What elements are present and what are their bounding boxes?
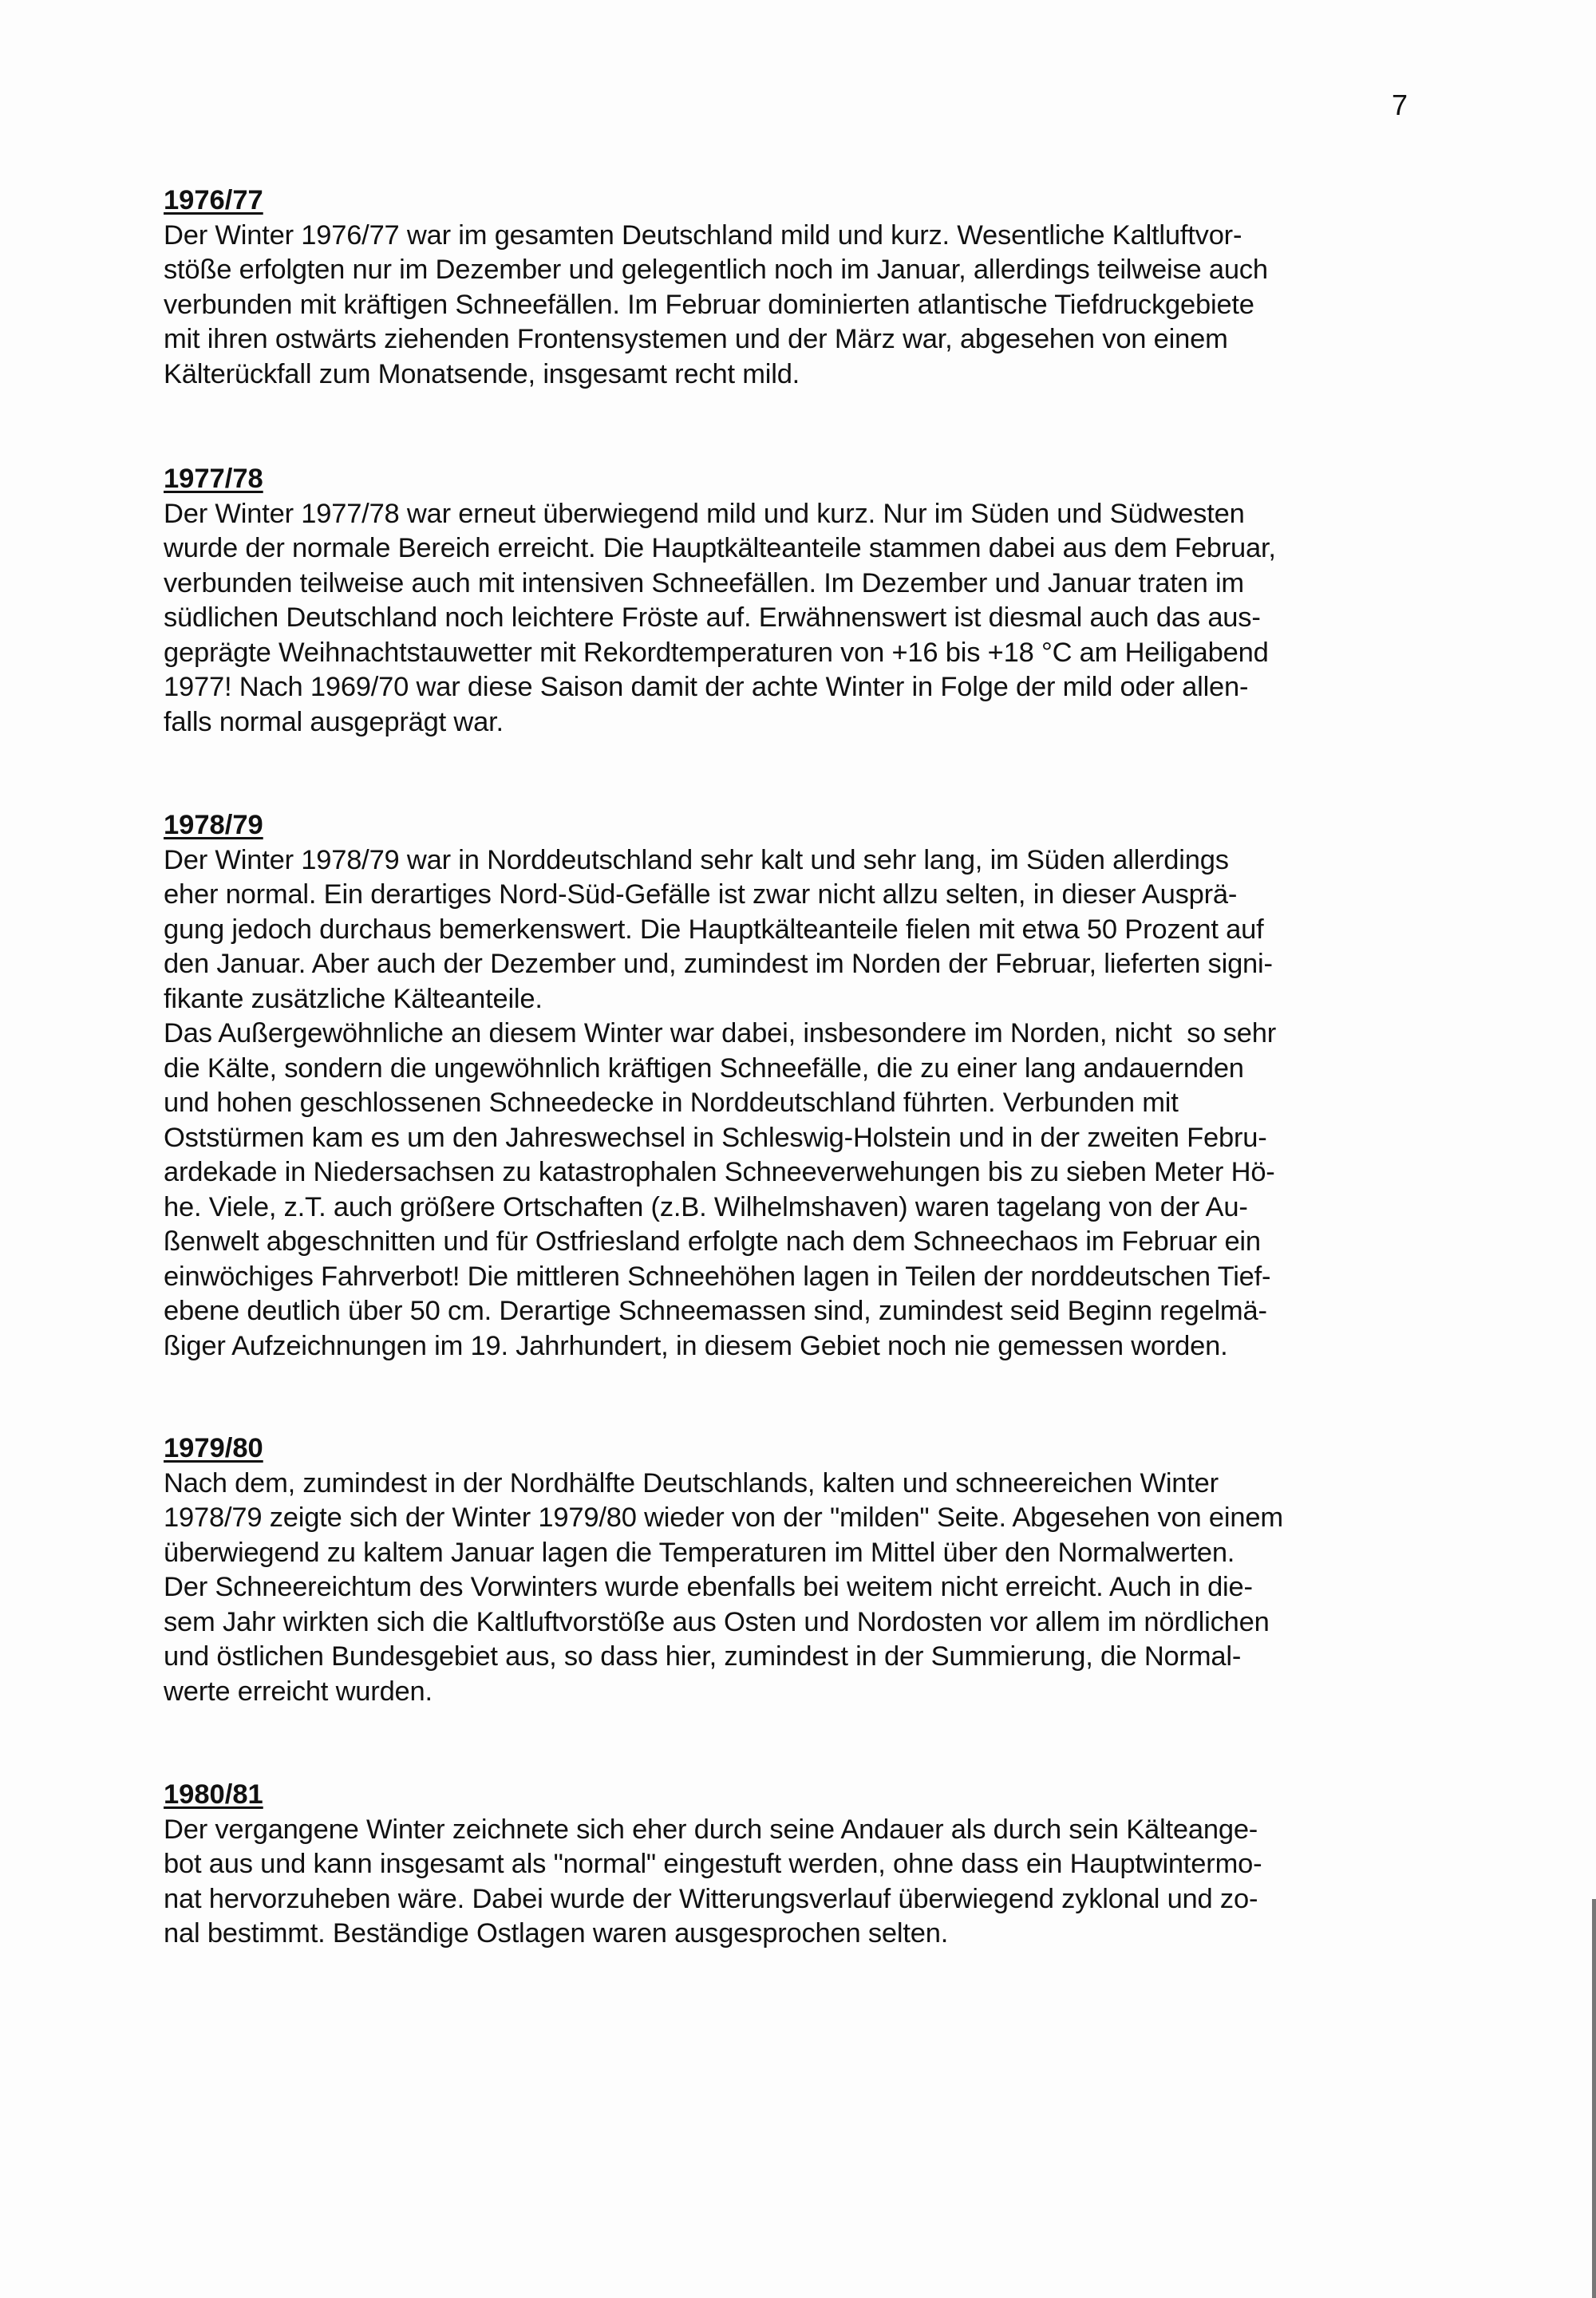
text-line: he. Viele, z.T. auch größere Ortschaften (z.B. Wilhelmshaven) waren tagelang von der Au- [164, 1191, 1248, 1222]
text-line: ßiger Aufzeichnungen im 19. Jahrhundert, in diesem Gebiet noch nie gemessen worden. [164, 1330, 1228, 1361]
text-line: ardekade in Niedersachsen zu katastrophalen Schneeverwehungen bis zu sieben Meter Hö- [164, 1157, 1275, 1187]
text-line: werte erreicht wurden. [164, 1676, 433, 1707]
section-heading: 1980/81 [164, 1779, 263, 1810]
text-line: nal bestimmt. Beständige Ostlagen waren ausgesprochen selten. [164, 1918, 949, 1949]
text-line: überwiegend zu kaltem Januar lagen die Temperaturen im Mittel über den Normalwerten. [164, 1537, 1235, 1568]
text-line: gung jedoch durchaus bemerkenswert. Die Hauptkälteanteile fielen mit etwa 50 Prozent auf [164, 914, 1264, 945]
text-line: fikante zusätzliche Kälteanteile. [164, 983, 543, 1014]
text-line: sem Jahr wirkten sich die Kaltluftvorstöße aus Osten und Nordosten vor allem im nördlichen [164, 1606, 1270, 1637]
text-line: Kälterückfall zum Monatsende, insgesamt recht mild. [164, 358, 800, 389]
scan-edge-shadow [1592, 1899, 1596, 2298]
section-heading: 1979/80 [164, 1433, 263, 1463]
text-line: ßenwelt abgeschnitten und für Ostfriesland erfolgte nach dem Schneechaos im Februar ein [164, 1226, 1261, 1257]
section-1977-78 [164, 462, 1424, 740]
text-line: die Kälte, sondern die ungewöhnlich kräftigen Schneefälle, die zu einer lang andauernden [164, 1052, 1244, 1084]
section-1980-81 [164, 1778, 1424, 1952]
section-heading: 1977/78 [164, 464, 263, 494]
text-line: Der Schneereichtum des Vorwinters wurde ebenfalls bei weitem nicht erreicht. Auch in die- [164, 1572, 1253, 1602]
section-1978-79 [164, 808, 1424, 1364]
text-line: geprägte Weihnachtstauwetter mit Rekordtemperaturen von +16 bis +18 °C am Heiligabend [164, 637, 1269, 668]
text-line: bot aus und kann insgesamt als "normal" eingestuft werden, ohne dass ein Hauptwintermo- [164, 1849, 1262, 1879]
text-line: Oststürmen kam es um den Jahreswechsel in Schleswig-Holstein und in der zweiten Febru- [164, 1122, 1267, 1153]
text-line: und östlichen Bundesgebiet aus, so dass hier, zumindest in der Summierung, die Normal- [164, 1641, 1242, 1672]
text-line: Der Winter 1978/79 war in Norddeutschland sehr kalt und sehr lang, im Süden allerdings [164, 844, 1229, 875]
text-line: 1978/79 zeigte sich der Winter 1979/80 wieder von der "milden" Seite. Abgesehen von einem [164, 1502, 1283, 1533]
section-1979-80 [164, 1431, 1424, 1709]
text-line: südlichen Deutschland noch leichtere Fröste auf. Erwähnenswert ist diesmal auch das aus- [164, 602, 1261, 633]
text-line: ebene deutlich über 50 cm. Derartige Schneemassen sind, zumindest seid Beginn regelmä- [164, 1296, 1267, 1326]
text-line: 1977! Nach 1969/70 war diese Saison damit der achte Winter in Folge der mild oder allen- [164, 672, 1249, 702]
section-heading: 1976/77 [164, 185, 263, 215]
text-line: eher normal. Ein derartiges Nord-Süd-Gefälle ist zwar nicht allzu selten, in dieser Ausprä- [164, 879, 1238, 910]
text-line: wurde der normale Bereich erreicht. Die Hauptkälteanteile stammen dabei aus dem Februar, [164, 533, 1276, 563]
section-1976-77 [164, 184, 1424, 392]
text-line: einwöchiges Fahrverbot! Die mittleren Schneehöhen lagen in Teilen der norddeutschen Tief- [164, 1261, 1271, 1292]
text-line: stöße erfolgten nur im Dezember und gelegentlich noch im Januar, allerdings teilweise auch [164, 255, 1268, 285]
text-line: mit ihren ostwärts ziehenden Frontensystemen und der März war, abgesehen von einem [164, 324, 1228, 354]
text-line: Der Winter 1977/78 war erneut überwiegend mild und kurz. Nur im Süden und Südwesten [164, 498, 1245, 529]
text-line: falls normal ausgeprägt war. [164, 706, 504, 737]
section-heading: 1978/79 [164, 810, 263, 840]
text-line: den Januar. Aber auch der Dezember und, zumindest im Norden der Februar, lieferten signi- [164, 949, 1273, 979]
text-line: und hohen geschlossenen Schneedecke in Norddeutschland führten. Verbunden mit [164, 1088, 1179, 1118]
text-line: nat hervorzuheben wäre. Dabei wurde der Witterungsverlauf überwiegend zyklonal und zo- [164, 1883, 1258, 1914]
page-number: 7 [1392, 89, 1408, 121]
text-line: Das Außergewöhnliche an diesem Winter war dabei, insbesondere im Norden, nicht so sehr [164, 1018, 1276, 1048]
text-line: Der vergangene Winter zeichnete sich eher durch seine Andauer als durch sein Kälteange- [164, 1814, 1258, 1845]
text-line: Nach dem, zumindest in der Nordhälfte Deutschlands, kalten und schneereichen Winter [164, 1467, 1219, 1498]
text-line: verbunden teilweise auch mit intensiven Schneefällen. Im Dezember und Januar traten im [164, 567, 1244, 598]
text-line: Der Winter 1976/77 war im gesamten Deutschland mild und kurz. Wesentliche Kaltluftvor- [164, 219, 1242, 251]
text-line: verbunden mit kräftigen Schneefällen. Im Februar dominierten atlantische Tiefdruckgebiete [164, 289, 1254, 320]
